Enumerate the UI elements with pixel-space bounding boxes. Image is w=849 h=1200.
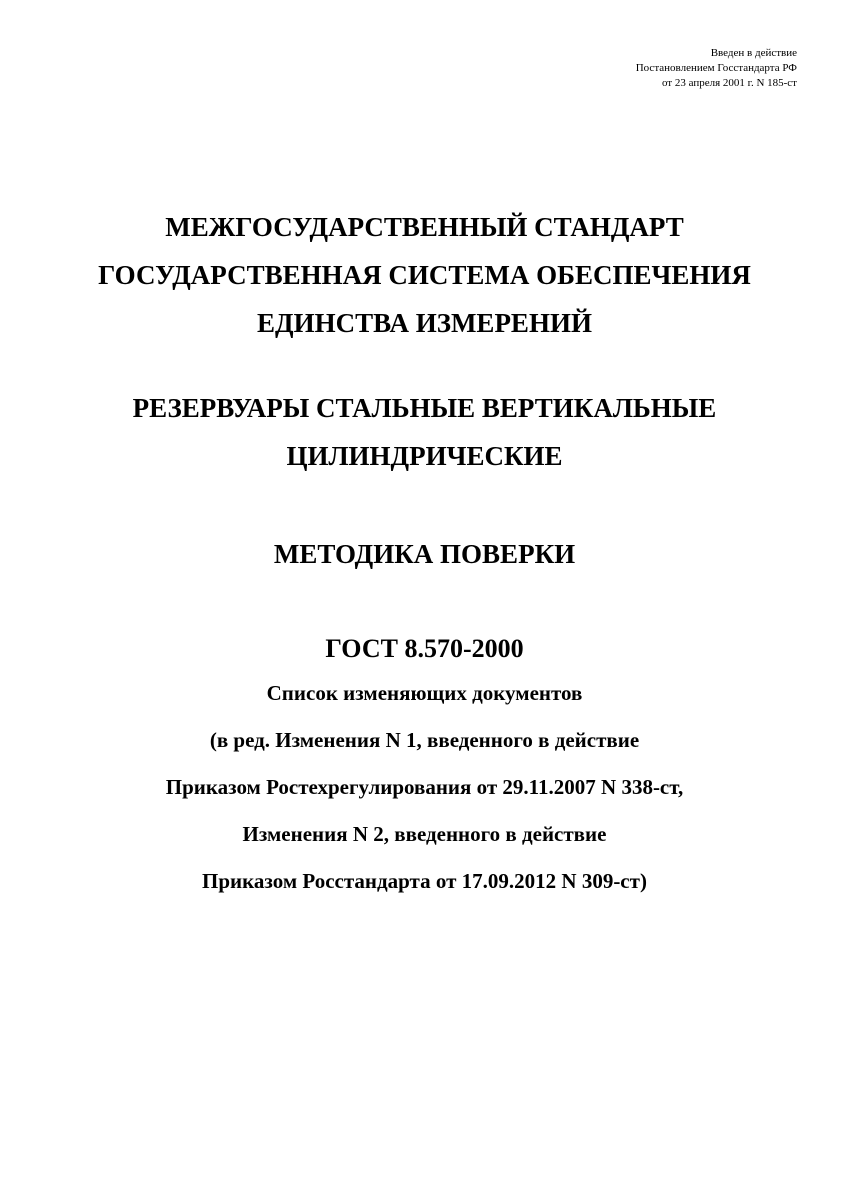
title-line: РЕЗЕРВУАРЫ СТАЛЬНЫЕ ВЕРТИКАЛЬНЫЕ: [132, 393, 717, 423]
change-list-line: Приказом Ростехрегулирования от 29.11.2007 N 338-ст,: [165, 775, 684, 799]
introduction-note: [636, 46, 797, 91]
change-list-line: Приказом Росстандарта от 17.09.2012 N 309-ст): [202, 869, 647, 893]
title-line: ЦИЛИНДРИЧЕСКИЕ: [286, 441, 563, 471]
change-list: [0, 670, 849, 905]
document-subtitle: [0, 530, 849, 578]
gost-number-text: ГОСТ 8.570-2000: [325, 634, 524, 663]
change-list-line: (в ред. Изменения N 1, введенного в действие: [209, 728, 640, 752]
standard-type-line: МЕЖГОСУДАРСТВЕННЫЙ СТАНДАРТ: [165, 212, 684, 242]
standard-type-line: ГОСУДАРСТВЕННАЯ СИСТЕМА ОБЕСПЕЧЕНИЯ: [98, 260, 751, 290]
change-list-line: Изменения N 2, введенного в действие: [242, 822, 607, 846]
document-title: [0, 384, 849, 480]
standard-type-heading: [0, 203, 849, 347]
change-list-heading: Список изменяющих документов: [266, 681, 583, 705]
intro-note-line: Введен в действие: [710, 47, 797, 59]
intro-note-line: Постановлением Госстандарта РФ: [635, 62, 797, 74]
subtitle-text: МЕТОДИКА ПОВЕРКИ: [273, 539, 576, 569]
gost-number: [0, 627, 849, 671]
standard-type-line: ЕДИНСТВА ИЗМЕРЕНИЙ: [257, 308, 592, 338]
intro-note-line: от 23 апреля 2001 г. N 185-ст: [661, 77, 797, 89]
